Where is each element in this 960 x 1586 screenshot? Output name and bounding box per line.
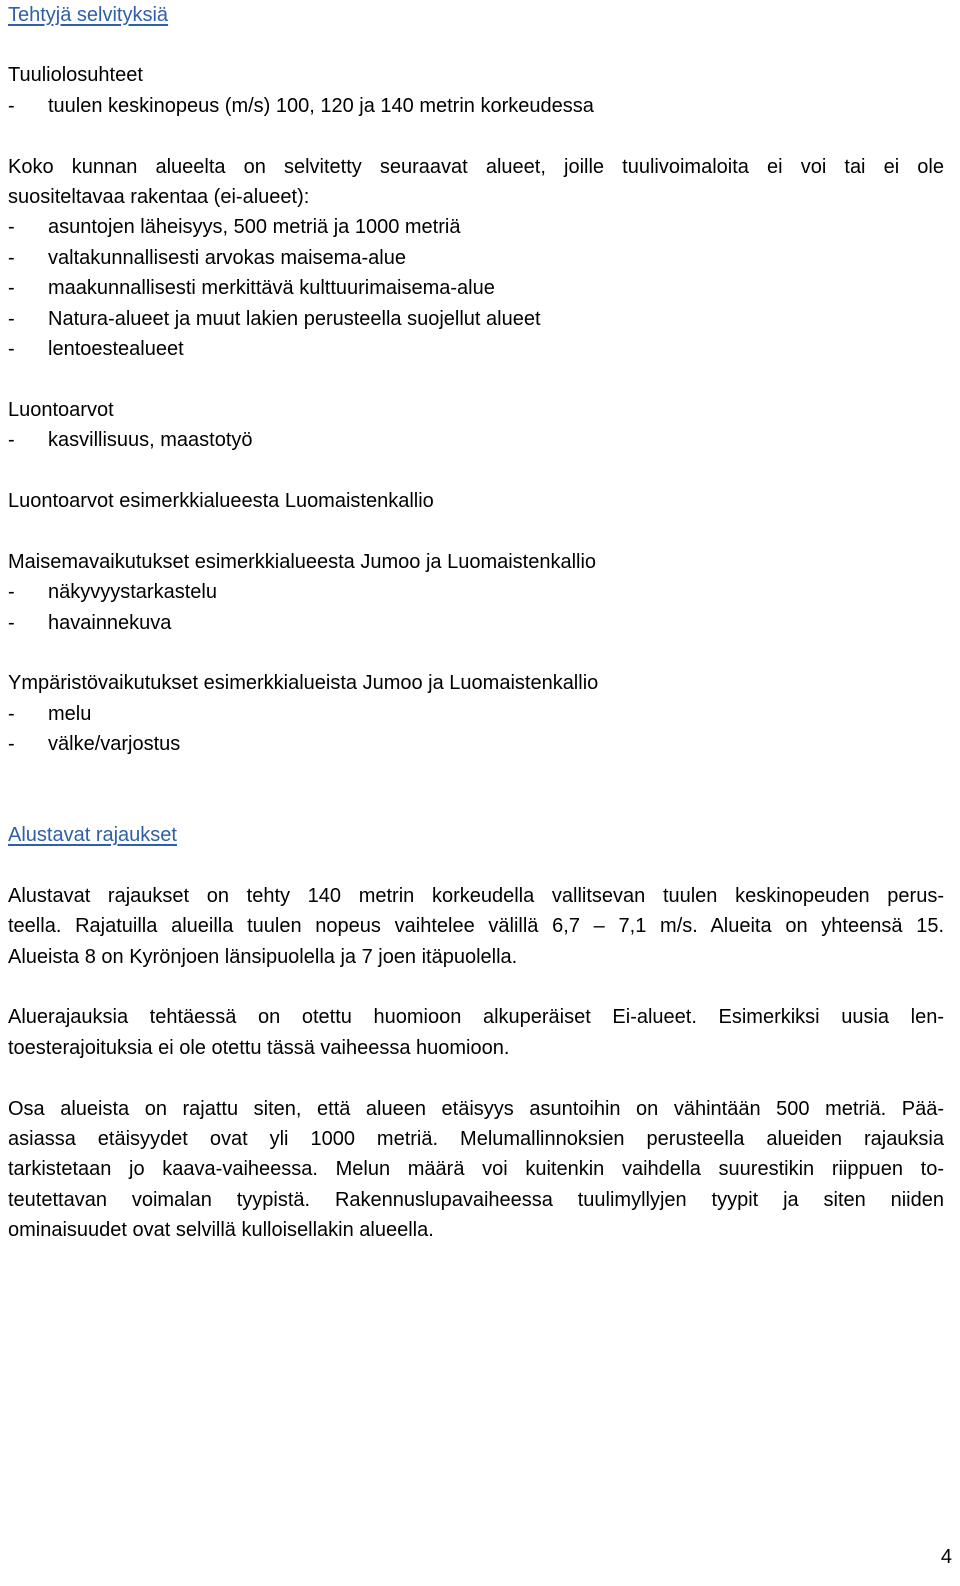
paragraph-line: tarkistetaan jo kaava-vaiheessa. Melun määrä voi kuitenkin vaihdella suurestikin riippuen to- bbox=[8, 1158, 944, 1181]
nature-example: Luontoarvot esimerkkialueesta Luomaistenkallio bbox=[8, 490, 434, 513]
list-dash: - bbox=[8, 246, 15, 269]
paragraph-line: asiassa etäisyydet ovat yli 1000 metriä. Melumallinnoksien perusteella alueiden rajauksia bbox=[8, 1128, 944, 1151]
list-item-text: maakunnallisesti merkittävä kulttuurimaisema-alue bbox=[48, 277, 495, 300]
paragraph-line: Alueista 8 on Kyrönjoen länsipuolella ja 7 joen itäpuolella. bbox=[8, 945, 518, 968]
list-item-text: asuntojen läheisyys, 500 metriä ja 1000 metriä bbox=[48, 216, 461, 239]
list-item-text: kasvillisuus, maastotyö bbox=[48, 429, 253, 452]
list-item bbox=[8, 304, 944, 334]
paragraph bbox=[8, 881, 944, 972]
list-item-text: melu bbox=[48, 702, 92, 725]
list-item bbox=[8, 212, 944, 242]
list-dash: - bbox=[8, 216, 15, 239]
list-dash: - bbox=[8, 702, 15, 725]
list-item bbox=[8, 608, 944, 638]
list-dash: - bbox=[8, 611, 15, 634]
list-item bbox=[8, 699, 944, 729]
wind-title: Tuuliolosuhteet bbox=[8, 64, 143, 87]
list-dash: - bbox=[8, 277, 15, 300]
section-heading-preliminary-boundaries: Alustavat rajaukset bbox=[8, 824, 177, 847]
page-number: 4 bbox=[940, 1546, 952, 1568]
paragraph-line: Alustavat rajaukset on tehty 140 metrin korkeudella vallitsevan tuulen keskinopeuden perus- bbox=[8, 884, 944, 907]
paragraph-line: ominaisuudet ovat selvillä kulloisellakin alueella. bbox=[8, 1219, 434, 1242]
nature-title: Luontoarvot bbox=[8, 398, 114, 421]
list-item bbox=[8, 243, 944, 273]
paragraph bbox=[8, 1002, 944, 1063]
paragraph-line: suositeltavaa rakentaa (ei-alueet): bbox=[8, 186, 310, 208]
list-item-text: välke/varjostus bbox=[48, 733, 181, 756]
section-heading-studies: Tehtyjä selvityksiä bbox=[8, 4, 169, 26]
list-dash: - bbox=[8, 307, 15, 330]
list-dash: - bbox=[8, 733, 15, 756]
paragraph-line: Osa alueista on rajattu siten, että alueen etäisyys asuntoihin on vähintään 500 metriä. Pää- bbox=[8, 1097, 944, 1120]
landscape-title: Maisemavaikutukset esimerkkialueesta Jumoo ja Luomaistenkallio bbox=[8, 550, 597, 573]
list-item bbox=[8, 91, 944, 121]
list-dash: - bbox=[8, 429, 15, 452]
paragraph-line: toesterajoituksia ei ole otettu tässä vaiheessa huomioon. bbox=[8, 1036, 510, 1059]
paragraph-line: Aluerajauksia tehtäessä on otettu huomioon alkuperäiset Ei-alueet. Esimerkiksi uusia len- bbox=[8, 1006, 944, 1029]
paragraph-line: teutettavan voimalan tyypistä. Rakennuslupavaiheessa tuulimyllyjen tyypit ja siten niiden bbox=[8, 1188, 944, 1211]
list-item bbox=[8, 729, 944, 759]
paragraph bbox=[8, 1094, 944, 1246]
list-item-text: lentoestealueet bbox=[48, 338, 184, 361]
paragraph-line: Koko kunnan alueelta on selvitetty seuraavat alueet, joille tuulivoimaloita ei voi tai ei ole bbox=[8, 155, 944, 178]
excluded-intro bbox=[8, 152, 944, 213]
list-item-text: tuulen keskinopeus (m/s) 100, 120 ja 140 metrin korkeudessa bbox=[48, 94, 594, 117]
document-page bbox=[8, 0, 944, 1246]
list-item bbox=[8, 334, 944, 364]
list-dash: - bbox=[8, 338, 15, 361]
list-item-text: valtakunnallisesti arvokas maisema-alue bbox=[48, 246, 406, 269]
environment-title: Ympäristövaikutukset esimerkkialueista Jumoo ja Luomaistenkallio bbox=[8, 672, 599, 695]
paragraph-line: teella. Rajatuilla alueilla tuulen nopeus vaihtelee välillä 6,7 – 7,1 m/s. Alueita on yhteensä 15. bbox=[8, 915, 944, 938]
list-item-text: havainnekuva bbox=[48, 611, 172, 634]
list-dash: - bbox=[8, 581, 15, 604]
list-item bbox=[8, 273, 944, 303]
list-item-text: näkyvyystarkastelu bbox=[48, 581, 217, 604]
list-item bbox=[8, 577, 944, 607]
list-item-text: Natura-alueet ja muut lakien perusteella suojellut alueet bbox=[48, 307, 541, 330]
list-item bbox=[8, 425, 944, 455]
list-dash: - bbox=[8, 94, 15, 117]
